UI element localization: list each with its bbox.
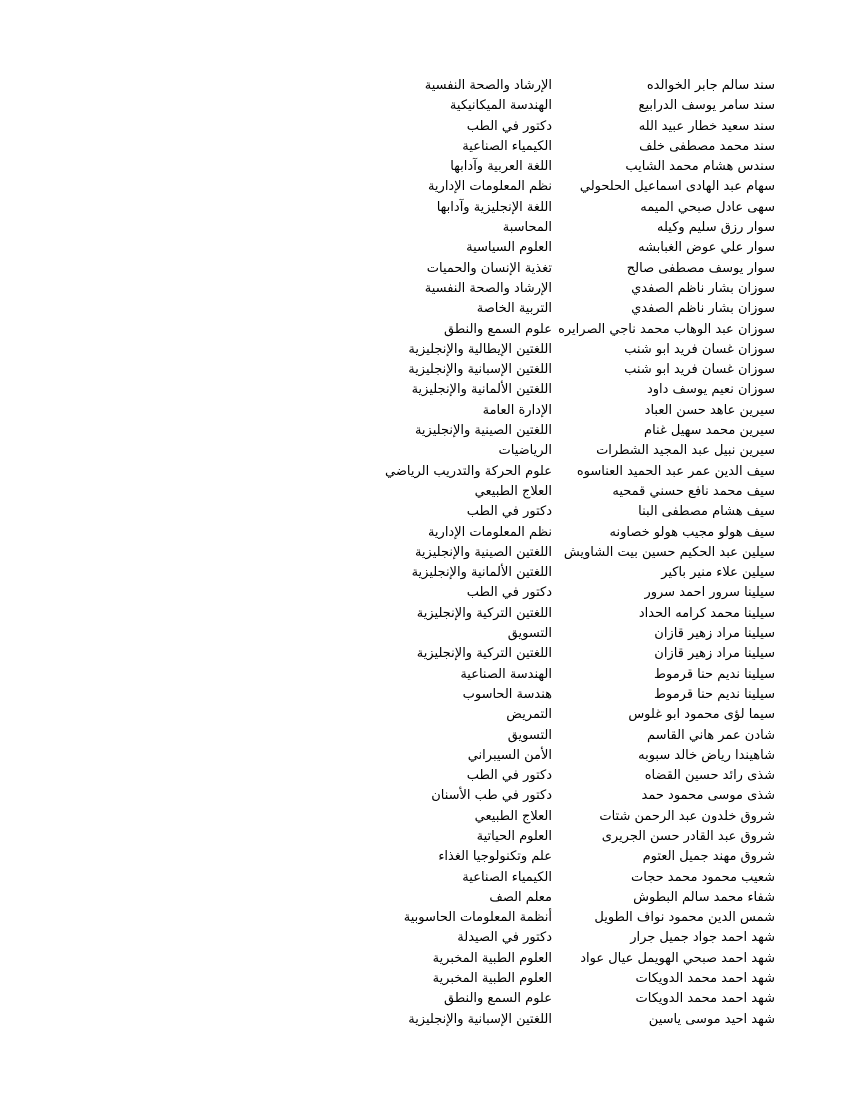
list-row (275, 807, 775, 827)
student-major: دكتور في طب الأسنان (431, 788, 552, 804)
student-major: الإدارة العامة (482, 402, 552, 418)
student-name: سوزان غسان فريد ابو شنب (624, 341, 775, 357)
student-name: شروق مهند جميل العتوم (642, 849, 775, 865)
list-row (275, 563, 775, 583)
list-row (275, 380, 775, 400)
student-name: سوار رزق سليم وكيله (657, 220, 775, 236)
student-major: الكيمياء الصناعية (462, 869, 552, 885)
list-row (275, 157, 775, 177)
student-major: علوم السمع والنطق (444, 991, 552, 1007)
student-name: سيلينا محمد كرامه الحداد (638, 605, 775, 621)
list-row (275, 117, 775, 137)
list-row (275, 583, 775, 603)
student-major: اللغتين التركية والإنجليزية (416, 646, 552, 662)
student-name: سهى عادل صبحي الميمه (640, 199, 775, 215)
student-major: اللغتين الألمانية والإنجليزية (411, 382, 552, 398)
student-major: اللغتين الإسبانية والإنجليزية (408, 362, 552, 378)
list-row (275, 543, 775, 563)
student-name: شروق عبد القادر حسن الجريرى (601, 828, 775, 844)
student-major: دكتور في الطب (466, 118, 552, 134)
student-major: التسويق (507, 626, 552, 642)
list-row (275, 279, 775, 299)
list-row (275, 685, 775, 705)
list-row (275, 705, 775, 725)
student-name: سند سامر يوسف الدرابيع (638, 98, 775, 114)
student-name: شهد احمد جواد جميل جرار (630, 930, 775, 946)
list-row (275, 969, 775, 989)
list-row (275, 462, 775, 482)
student-name: سند محمد مصطفى خلف (639, 138, 775, 154)
list-row (275, 360, 775, 380)
student-major: المحاسبة (502, 220, 552, 236)
list-row (275, 502, 775, 522)
student-major: الكيمياء الصناعية (462, 138, 552, 154)
student-major: العلاج الطبيعي (474, 483, 552, 499)
list-row (275, 259, 775, 279)
student-name: شاهيندا رياض خالد سبوبه (638, 747, 775, 763)
list-row (275, 238, 775, 258)
student-major: دكتور في الطب (466, 504, 552, 520)
student-name: شذى موسى محمود حمد (641, 788, 775, 804)
student-major: دكتور في الطب (466, 768, 552, 784)
student-major: التسويق (507, 727, 552, 743)
list-row (275, 644, 775, 664)
student-name: سيلينا سرور احمد سرور (644, 585, 775, 601)
student-name: سيلينا مراد زهير قازان (654, 626, 775, 642)
student-name: سيلين علاء منير باكير (661, 565, 775, 581)
student-major: أنظمة المعلومات الحاسوبية (403, 910, 552, 926)
student-name: سيرين نبيل عبد المجيد الشطرات (596, 443, 775, 459)
list-row (275, 340, 775, 360)
student-major: الإرشاد والصحة النفسية (424, 280, 552, 296)
student-name: شروق خلدون عبد الرحمن شتات (599, 808, 775, 824)
list-row (275, 786, 775, 806)
student-major: علوم السمع والنطق (444, 321, 552, 337)
list-row (275, 96, 775, 116)
student-major: اللغتين التركية والإنجليزية (416, 605, 552, 621)
student-name: شذى رائد حسين القضاه (644, 768, 775, 784)
list-row (275, 665, 775, 685)
list-row (275, 766, 775, 786)
list-row (275, 624, 775, 644)
student-major: دكتور في الطب (466, 585, 552, 601)
student-name: سيرين عاهد حسن العباد (644, 402, 775, 418)
list-row (275, 299, 775, 319)
student-major: اللغتين الصينية والإنجليزية (414, 544, 552, 560)
student-name: سوزان عبد الوهاب محمد ناجي الصرايره (558, 321, 775, 337)
student-major: اللغتين الألمانية والإنجليزية (411, 565, 552, 581)
list-row (275, 746, 775, 766)
student-name: شمس الدين محمود نواف الطويل (594, 910, 775, 926)
student-name: سوزان بشار ناظم الصفدي (631, 301, 775, 317)
student-major: الهندسة الصناعية (460, 666, 552, 682)
student-name: سيف الدين عمر عبد الحميد العناسوه (576, 463, 775, 479)
list-row (275, 198, 775, 218)
student-name: شعيب محمود محمد حجات (631, 869, 775, 885)
list-row (275, 928, 775, 948)
student-major: العلوم الطبية المخبرية (432, 950, 552, 966)
student-name: سيلينا نديم حنا قرموط (653, 666, 775, 682)
student-major: اللغتين الإيطالية والإنجليزية (408, 341, 552, 357)
student-major: الهندسة الميكانيكية (449, 98, 552, 114)
list-row (275, 482, 775, 502)
list-row (275, 441, 775, 461)
list-row (275, 320, 775, 340)
student-name: شهد احمد صبحي الهويمل عيال عواد (580, 950, 775, 966)
list-row (275, 604, 775, 624)
student-major: العلوم الطبية المخبرية (432, 971, 552, 987)
student-major: اللغة الإنجليزية وآدابها (436, 199, 552, 215)
student-major: نظم المعلومات الإدارية (427, 524, 552, 540)
list-row (275, 868, 775, 888)
list-row (275, 847, 775, 867)
list-row (275, 218, 775, 238)
student-name: سند سعيد خطار عبيد الله (638, 118, 775, 134)
student-name: سيلين عبد الحكيم حسين بيت الشاويش (563, 544, 775, 560)
student-name: شهد احمد محمد الدويكات (635, 991, 775, 1007)
student-major: اللغتين الإسبانية والإنجليزية (408, 1011, 552, 1027)
student-major: العلاج الطبيعي (474, 808, 552, 824)
student-name: سند سالم جابر الخوالده (646, 78, 775, 93)
list-row (275, 523, 775, 543)
list-row (275, 949, 775, 969)
list-row (275, 421, 775, 441)
student-major: هندسة الحاسوب (462, 686, 552, 702)
student-name: سوزان غسان فريد ابو شنب (624, 362, 775, 378)
list-row (275, 137, 775, 157)
student-major: اللغتين الصينية والإنجليزية (414, 423, 552, 439)
list-row (275, 177, 775, 197)
student-name: سيما لؤى محمود ابو غلوس (628, 707, 775, 723)
student-major: الأمن السيبراني (467, 747, 552, 763)
student-major: التمريض (506, 707, 552, 723)
student-name: سيف محمد نافع حسني قمحيه (612, 483, 775, 499)
student-name: سوار علي عوض الغبابشه (638, 240, 775, 256)
student-major: التربية الخاصة (476, 301, 552, 317)
student-name: سندس هشام محمد الشايب (625, 159, 775, 175)
list-row (275, 827, 775, 847)
student-name: سيف هشام مصطفى البنا (638, 504, 775, 520)
student-major: تغذية الإنسان والحميات (426, 260, 552, 276)
student-major: الإرشاد والصحة النفسية (424, 78, 552, 93)
list-row (275, 1010, 775, 1030)
list-row (275, 401, 775, 421)
student-name: سيلينا مراد زهير قازان (654, 646, 775, 662)
student-major: العلوم السياسية (466, 240, 552, 256)
list-row (275, 726, 775, 746)
list-row (275, 888, 775, 908)
student-name: سيلينا نديم حنا قرموط (653, 686, 775, 702)
student-name: سوزان بشار ناظم الصفدي (631, 280, 775, 296)
student-list (275, 76, 775, 1030)
student-name: شهد احيد موسى ياسين (648, 1011, 775, 1027)
student-name: شهد احمد محمد الدويكات (635, 971, 775, 987)
student-name: سوار يوسف مصطفى صالح (626, 260, 775, 276)
student-major: الرياضيات (498, 443, 552, 459)
student-major: العلوم الحياتية (476, 828, 552, 844)
list-row (275, 989, 775, 1009)
student-name: شفاء محمد سالم البطوش (633, 889, 775, 905)
student-major: علوم الحركة والتدريب الرياضي (385, 463, 552, 479)
student-name: سيف هولو مجيب هولو خصاونه (609, 524, 775, 540)
list-row (275, 908, 775, 928)
student-name: سهام عبد الهادى اسماعيل الحلحولي (579, 179, 775, 195)
student-name: شادن عمر هاني القاسم (647, 727, 775, 743)
student-major: علم وتكنولوجيا الغذاء (438, 849, 552, 865)
student-major: اللغة العربية وآدابها (450, 159, 552, 175)
student-major: نظم المعلومات الإدارية (427, 179, 552, 195)
student-major: دكتور في الصيدلة (457, 930, 552, 946)
student-name: سوزان نعيم يوسف داود (646, 382, 775, 398)
list-row (275, 76, 775, 96)
student-major: معلم الصف (489, 889, 552, 905)
student-name: سيرين محمد سهيل غنام (644, 423, 775, 439)
